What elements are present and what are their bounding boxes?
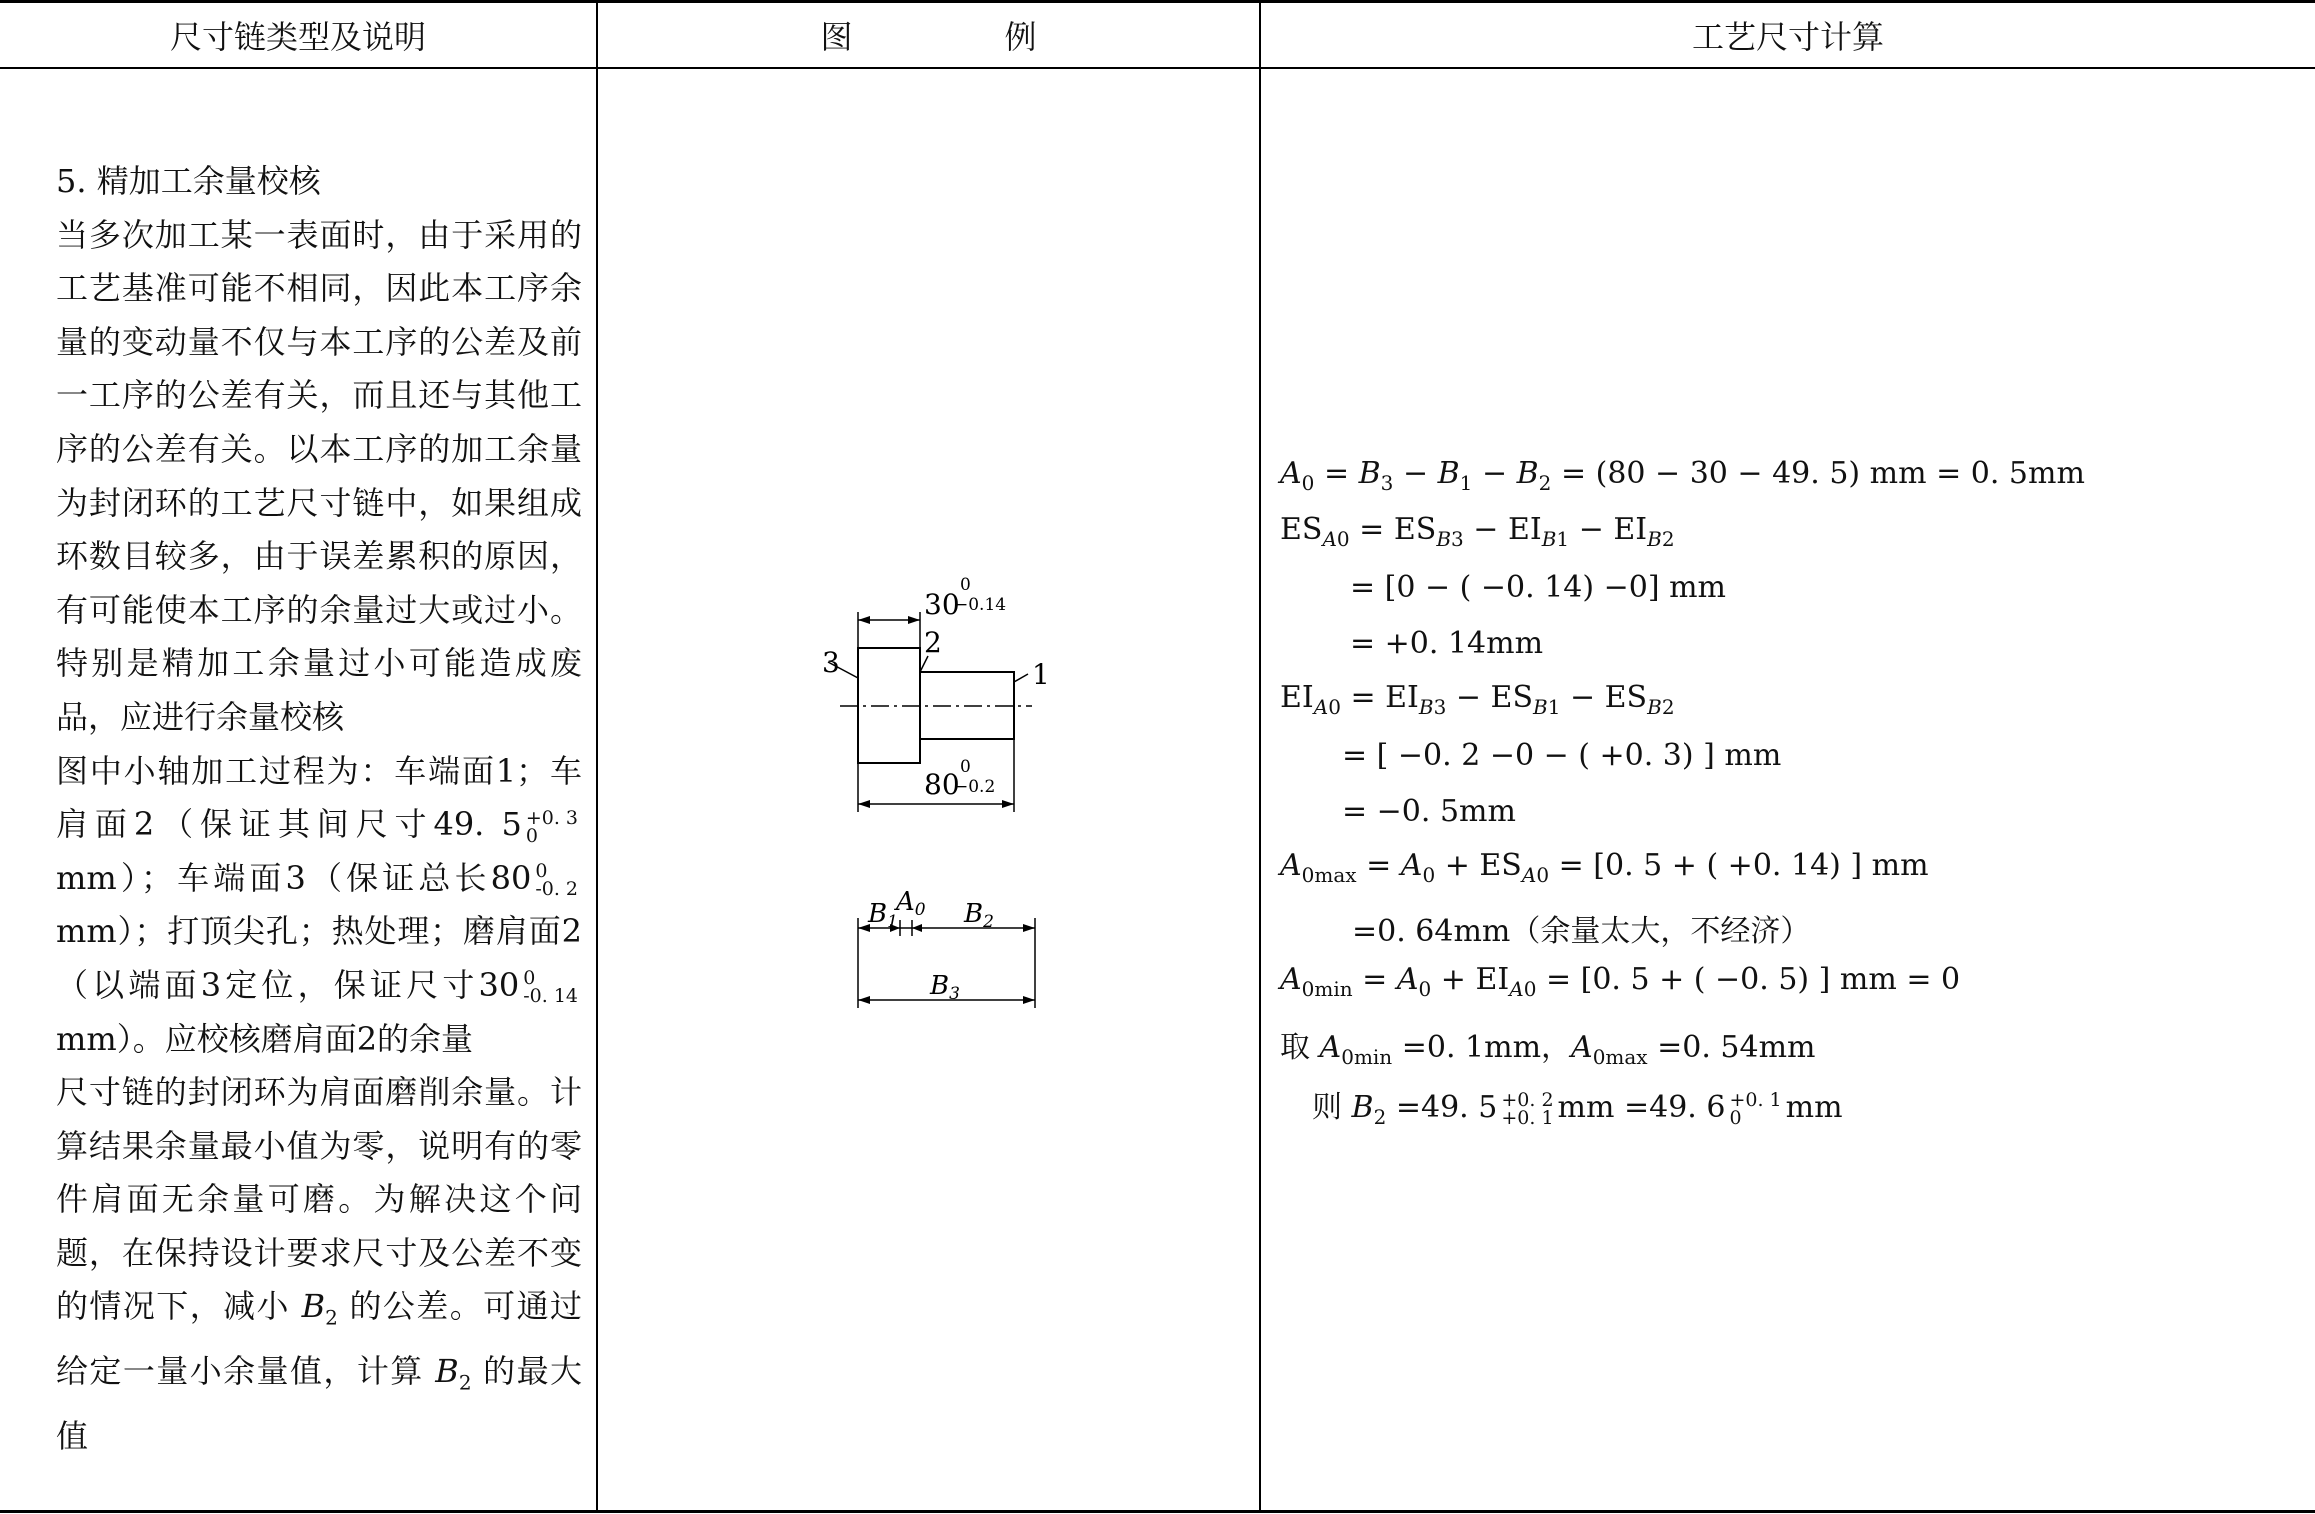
description-paragraph-2: 图中小轴加工过程为：车端面1；车肩面2（保证其间尺寸49. 5 +0. 3 0 mm）；车端面3（保证总长80 0 -0. 2 mm）；打顶尖孔；热处理；磨肩面2（以端面3定位，保证尺寸30 0 -0. 14 mm）。应校核磨肩面2的余量 <box>56 751 582 1058</box>
section-title: 5. 精加工余量校核 <box>56 162 321 200</box>
dim-bottom-value: 80 <box>924 768 960 801</box>
calc-line-a0min: $A_{0min} = A_0 + EI_{A0} = [0$. 5 + ( −0. 5) ] mm = 0 <box>1280 962 1961 1001</box>
dim-bottom-upper: 0 <box>960 757 971 777</box>
calc-line-a0max-2: =0. 64mm（余量太大，不经济） <box>1352 914 1811 949</box>
calc-line-es-2: = [0 − ( −0. 14) −0] mm <box>1350 570 1726 605</box>
column-divider-2 <box>1259 0 1261 1512</box>
shaft-figure <box>800 560 1100 1030</box>
chain-a0: A0 <box>896 887 926 920</box>
label-face-1: 1 <box>1032 658 1050 691</box>
chain-b2: B2 <box>964 899 994 932</box>
label-face-3: 3 <box>822 646 840 679</box>
header-description: 尺寸链类型及说明 <box>169 18 426 56</box>
calc-line-ei: $EI_{A0} = EI_{B3} - ES_{B1} - ES_{B2}$ <box>1280 680 1675 719</box>
description-block <box>22 155 582 1464</box>
calc-line-a0max: $A_{0max} = A_0 + ES_{A0} = [0$. 5 + ( +0. 14) ] mm <box>1280 848 1929 887</box>
shaft-drawing <box>800 560 1100 1030</box>
header-figure: 图 例 <box>820 18 1097 56</box>
column-divider-1 <box>596 0 598 1512</box>
table-bottom-rule <box>0 1510 2315 1513</box>
calc-line-ei-2: = [ −0. 2 −0 − ( +0. 3) ] mm <box>1342 738 1782 773</box>
chain-b1: B1 <box>868 899 898 932</box>
label-face-2: 2 <box>924 626 942 659</box>
dim-top-upper: 0 <box>960 575 971 595</box>
calc-line-take: 取 $A_{0min} =0$. 1mm，$A_{0max} =0$. 54mm <box>1280 1030 1816 1069</box>
description-paragraph-1: 当多次加工某一表面时，由于采用的工艺基准可能不相同，因此本工序余量的变动量不仅与本工序的公差及前一工序的公差有关，而且还与其他工序的公差有关。以本工序的加工余量为封闭环的工艺尺寸链中，如果组成环数目较多，由于误差累积的原因，有可能使本工序的余量过大或过小。特别是精加工余量过小可能造成废品，应进行余量校核 <box>56 215 582 736</box>
table-header-rule <box>0 67 2315 69</box>
calc-line-es: $ES_{A0} = ES_{B3} - EI_{B1} - EI_{B2}$ <box>1280 512 1675 551</box>
calc-line-a0: $A_0 = B_3 - B_1 - B_2 = (80 - 30 - 49$. 5) mm = 0. 5mm <box>1280 456 2085 495</box>
chain-b3: B3 <box>930 971 960 1004</box>
header-calculation: 工艺尺寸计算 <box>1691 18 1884 56</box>
calc-line-es-3: = +0. 14mm <box>1350 626 1544 661</box>
dim-bottom-lower: −0.2 <box>954 777 996 797</box>
dim-top-lower: −0.14 <box>954 595 1007 615</box>
calc-line-ei-3: = −0. 5mm <box>1342 794 1516 829</box>
description-paragraph-3: 尺寸链的封闭环为肩面磨削余量。计算结果余量最小值为零，说明有的零件肩面无余量可磨。为解决这个问题，在保持设计要求尺寸及公差不变的情况下，减小 $B_2$ 的公差。可通过给定一量小余量值，计算 $B_2$ 的最大值 <box>56 1073 583 1456</box>
dim-top-value: 30 <box>924 588 960 621</box>
calc-line-result: 则 $B_2 =49$. 5 +0. 2 +0. 1 mm =49. 6 +0. 1 0 mm <box>1312 1089 1843 1129</box>
